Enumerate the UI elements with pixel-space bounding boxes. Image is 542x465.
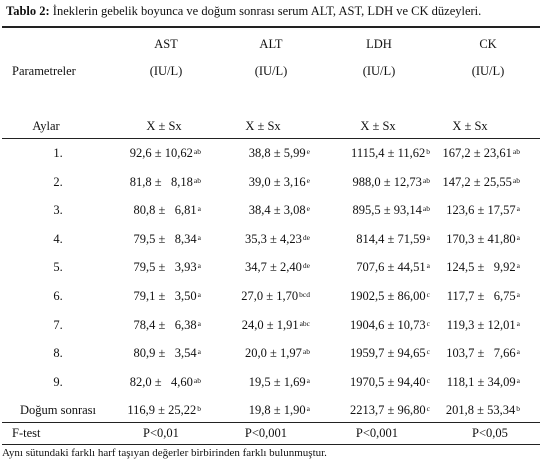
table-cell	[249, 403, 310, 419]
cell-superscript: ab	[422, 204, 430, 214]
cell-superscript: a	[516, 232, 520, 242]
caption-text: İneklerin gebelik boyunca ve doğum sonrası serum ALT, AST, LDH ve CK düzeyleri.	[52, 4, 482, 18]
cell-value: 1115,4 ± 11,62	[351, 146, 426, 160]
table-cell	[249, 146, 310, 162]
cell-superscript: de	[302, 261, 310, 271]
table-cell	[350, 403, 430, 419]
cell-value: 1959,7 ± 94,65	[350, 346, 426, 361]
header-col-stat: X ± Sx	[452, 119, 488, 133]
cell-value: 103,7 ± 7,66	[446, 346, 516, 361]
row-label: 3.	[53, 203, 63, 218]
cell-superscript: e	[306, 204, 310, 214]
cell-value: 119,3 ± 12,01	[446, 317, 516, 332]
cell-superscript: a	[306, 375, 310, 385]
table-cell	[351, 146, 430, 162]
row-label: 5.	[53, 260, 63, 275]
cell-superscript: c	[426, 318, 430, 328]
cell-value: 124,5 ± 9,92	[446, 260, 516, 275]
cell-value: 167,2 ± 23,61	[442, 146, 512, 160]
cell-value: 117,7 ± 6,75	[446, 289, 516, 303]
row-label: 6.	[53, 289, 63, 303]
cell-superscript: bcd	[299, 290, 310, 299]
header-col-stat: X ± Sx	[245, 119, 281, 133]
cell-superscript: a	[516, 375, 520, 385]
ftest-label: F-test	[12, 426, 41, 440]
table-cell	[350, 318, 430, 334]
header-col-name: AST	[154, 37, 178, 51]
cell-value: 707,6 ± 44,51	[356, 260, 426, 275]
header-col-unit: (IU/L)	[471, 64, 505, 78]
cell-value: 80,8 ± 6,81	[133, 203, 197, 218]
cell-value: 82,0 ± 4,60	[129, 374, 193, 389]
caption-label: Tablo 2:	[6, 4, 50, 18]
cell-superscript: a	[197, 290, 201, 299]
cell-superscript: c	[426, 375, 430, 385]
cell-value: 27,0 ± 1,70	[241, 289, 299, 303]
cell-superscript: b	[516, 404, 520, 414]
row-label: 9.	[53, 374, 63, 389]
cell-value: 1902,5 ± 86,00	[350, 289, 426, 303]
cell-superscript: c	[426, 347, 430, 357]
row-label: Doğum sonrası	[19, 403, 97, 418]
table-cell	[353, 175, 430, 191]
table-cell	[245, 346, 310, 362]
header-rule	[2, 138, 540, 139]
cell-superscript: b	[197, 404, 201, 414]
cell-value: 988,0 ± 12,73	[352, 174, 422, 189]
table-cell	[353, 203, 430, 219]
table-cell	[242, 318, 310, 334]
cell-value: 79,5 ± 3,93	[133, 260, 197, 275]
cell-value: 1904,6 ± 10,73	[350, 317, 426, 332]
cell-value: 2213,7 ± 96,80	[350, 403, 426, 418]
header-col-stat: X ± Sx	[360, 119, 396, 133]
table-cell	[443, 146, 520, 162]
cell-superscript: a	[516, 261, 520, 271]
cell-value: 116,9 ± 25,22	[127, 403, 197, 418]
cell-superscript: de	[302, 232, 310, 242]
table-cell	[134, 318, 201, 334]
cell-value: 38,8 ± 5,99	[248, 146, 306, 160]
cell-value: 895,5 ± 93,14	[352, 203, 422, 218]
cell-superscript: a	[306, 404, 310, 414]
table-cell	[447, 318, 520, 334]
cell-value: 19,8 ± 1,90	[248, 403, 306, 418]
header-col-name: LDH	[366, 37, 392, 51]
cell-value: 147,2 ± 25,55	[442, 174, 512, 189]
cell-superscript: ab	[302, 347, 310, 357]
cell-superscript: a	[426, 232, 430, 242]
cell-superscript: ab	[193, 375, 201, 385]
ftest-value: P<0,01	[143, 426, 179, 440]
cell-superscript: a	[197, 204, 201, 214]
cell-value: 78,4 ± 6,38	[133, 317, 197, 332]
cell-value: 80,9 ± 3,54	[133, 346, 197, 361]
row-label: 4.	[53, 231, 63, 246]
row-label: 8.	[53, 346, 63, 361]
bottom-rule	[2, 444, 540, 445]
cell-value: 814,4 ± 71,59	[356, 231, 426, 246]
cell-value: 79,1 ± 3,50	[133, 289, 197, 303]
row-label: 1.	[53, 146, 63, 160]
table-cell	[245, 260, 310, 276]
cell-superscript: ab	[193, 175, 201, 185]
table-cell	[130, 375, 201, 391]
cell-superscript: c	[426, 290, 430, 299]
cell-superscript: ab	[512, 175, 520, 185]
cell-value: 35,3 ± 4,23	[245, 231, 302, 246]
table-cell	[356, 232, 430, 248]
cell-superscript: e	[306, 147, 310, 156]
table-cell	[134, 232, 201, 248]
header-col-unit: (IU/L)	[362, 64, 396, 78]
table-cell	[350, 289, 430, 305]
cell-superscript: a	[197, 347, 201, 357]
cell-value: 24,0 ± 1,91	[241, 317, 299, 332]
ftest-value: P<0,05	[472, 426, 508, 440]
cell-value: 79,5 ± 8,34	[133, 231, 197, 246]
cell-value: 201,8 ± 53,34	[445, 403, 516, 418]
table-cell	[446, 260, 520, 276]
cell-superscript: a	[516, 204, 520, 214]
cell-value: 92,6 ± 10,62	[129, 146, 193, 160]
table-cell	[134, 203, 201, 219]
body-rule	[2, 422, 540, 423]
table-cell	[447, 289, 520, 305]
cell-superscript: abc	[299, 318, 310, 328]
header-months-label: Aylar	[32, 119, 60, 133]
cell-superscript: a	[426, 261, 430, 271]
table-cell	[443, 175, 520, 191]
cell-superscript: ab	[512, 147, 520, 156]
table-cell	[446, 232, 520, 248]
row-label: 7.	[53, 317, 63, 332]
table-cell	[245, 232, 310, 248]
cell-value: 38,4 ± 3,08	[248, 203, 306, 218]
table-cell	[134, 289, 201, 305]
table-cell	[350, 375, 430, 391]
cell-superscript: c	[426, 404, 430, 414]
cell-value: 81,8 ± 8,18	[129, 174, 193, 189]
cell-value: 20,0 ± 1,97	[245, 346, 302, 361]
cell-superscript: ab	[193, 147, 201, 156]
table-cell	[127, 403, 201, 419]
table-caption	[6, 4, 481, 19]
ftest-value: P<0,001	[355, 426, 399, 440]
table-cell	[134, 346, 201, 362]
cell-superscript: ab	[422, 175, 430, 185]
table-cell	[249, 175, 310, 191]
header-col-stat: X ± Sx	[146, 119, 182, 133]
table-cell	[446, 403, 520, 419]
top-rule	[2, 26, 540, 28]
header-col-name: CK	[479, 37, 497, 51]
cell-value: 39,0 ± 3,16	[248, 174, 306, 189]
table-cell	[446, 346, 520, 362]
cell-value: 118,1 ± 34,09	[446, 374, 516, 389]
cell-superscript: a	[516, 318, 520, 328]
header-param-label: Parametreler	[12, 64, 76, 78]
table-cell	[249, 203, 310, 219]
table-cell	[446, 203, 520, 219]
table-cell	[356, 260, 430, 276]
cell-value: 1970,5 ± 94,40	[350, 374, 426, 389]
cell-superscript: a	[197, 261, 201, 271]
cell-superscript: a	[197, 232, 201, 242]
table-cell	[130, 175, 201, 191]
cell-superscript: a	[197, 318, 201, 328]
cell-value: 34,7 ± 2,40	[245, 260, 302, 275]
table-cell	[241, 289, 310, 305]
ftest-value: P<0,001	[244, 426, 288, 440]
cell-value: 19,5 ± 1,69	[248, 374, 306, 389]
table-cell	[350, 346, 430, 362]
header-col-unit: (IU/L)	[254, 64, 288, 78]
row-label: 2.	[53, 174, 63, 189]
header-col-unit: (IU/L)	[149, 64, 183, 78]
cell-value: 123,6 ± 17,57	[446, 203, 516, 218]
table-footnote: Aynı sütundaki farklı harf taşıyan değerler birbirinden farklı bulunmuştur.	[2, 447, 327, 459]
table-cell	[130, 146, 201, 162]
cell-superscript: a	[516, 290, 520, 299]
table-cell	[447, 375, 520, 391]
cell-value: 170,3 ± 41,80	[446, 231, 516, 246]
cell-superscript: b	[426, 147, 430, 156]
header-col-name: ALT	[259, 37, 283, 51]
table-cell	[249, 375, 310, 391]
cell-superscript: a	[516, 347, 520, 357]
table-cell	[134, 260, 201, 276]
cell-superscript: e	[306, 175, 310, 185]
